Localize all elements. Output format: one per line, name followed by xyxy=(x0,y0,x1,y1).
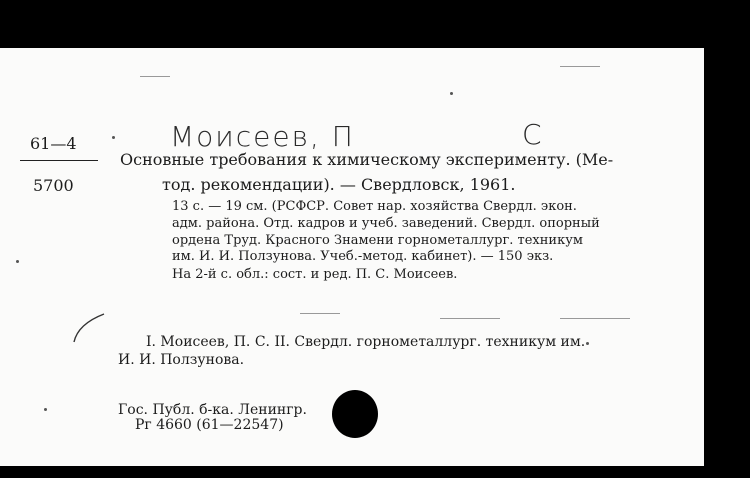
call-number-top: 61—4 xyxy=(30,134,77,153)
speck xyxy=(44,408,47,411)
pen-stroke xyxy=(70,306,110,346)
tracings-line-2: И. И. Ползунова. xyxy=(118,352,245,368)
handwritten-mark: С xyxy=(522,118,544,151)
faint-dash xyxy=(560,318,630,319)
library-line-2: Рг 4660 (61—22547) xyxy=(135,417,284,433)
handwritten-author: Моисеев, П xyxy=(170,120,355,153)
speck xyxy=(16,260,19,263)
speck xyxy=(450,92,453,95)
description-line-2: адм. района. Отд. кадров и учеб. заведений. Свердл. опорный xyxy=(172,216,600,231)
speck xyxy=(112,136,115,139)
call-number-divider xyxy=(20,160,98,161)
description-line-1: 13 с. — 19 см. (РСФСР. Совет нар. хозяйства Свердл. экон. xyxy=(172,199,577,214)
faint-dash xyxy=(440,318,500,319)
title-line-1: Основные требования к химическому эксперименту. (Ме- xyxy=(120,150,614,169)
library-line-1: Гос. Публ. б-ка. Ленингр. xyxy=(118,402,307,418)
ink-blot xyxy=(332,390,378,438)
title-line-2: тод. рекомендации). — Свердловск, 1961. xyxy=(162,175,516,194)
speck xyxy=(586,342,589,345)
faint-dash xyxy=(140,76,170,77)
call-number-bottom: 5700 xyxy=(33,176,74,195)
catalog-card xyxy=(0,48,704,466)
description-line-5: На 2-й с. обл.: сост. и ред. П. С. Моисеев. xyxy=(172,267,458,282)
description-line-4: им. И. И. Ползунова. Учеб.-метод. кабинет). — 150 экз. xyxy=(172,249,554,264)
faint-dash xyxy=(300,313,340,314)
description-line-3: ордена Труд. Красного Знамени горнометаллург. техникум xyxy=(172,233,583,248)
faint-dash xyxy=(560,66,600,67)
tracings-line-1: I. Моисеев, П. С. II. Свердл. горнометаллург. техникум им. xyxy=(146,334,586,350)
